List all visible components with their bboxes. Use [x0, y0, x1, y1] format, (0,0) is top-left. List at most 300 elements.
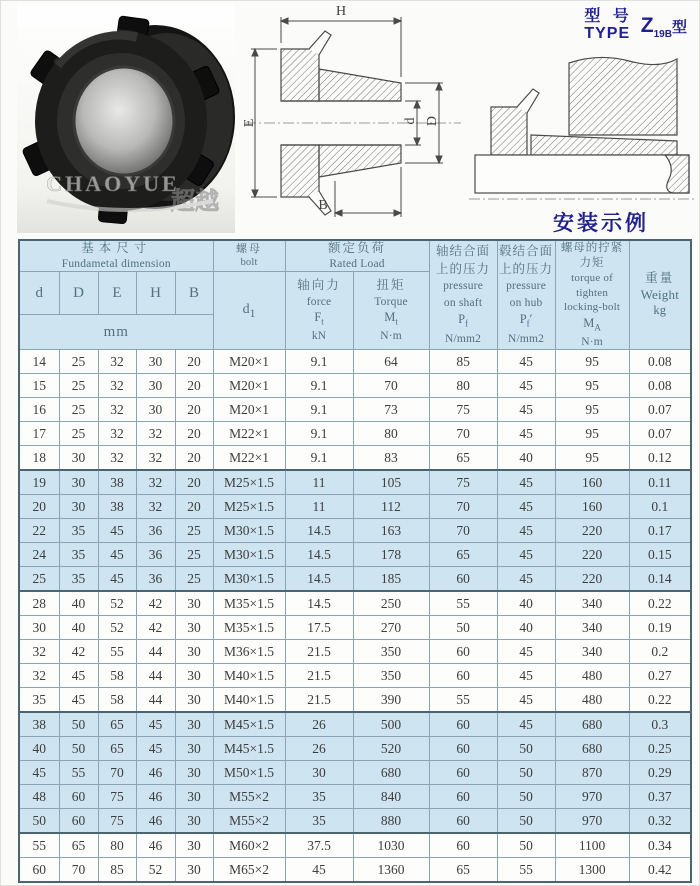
- table-cell: 163: [353, 519, 429, 543]
- dim-label-e: E: [242, 118, 257, 128]
- table-cell: 35: [59, 519, 98, 543]
- table-cell: 20: [175, 350, 213, 374]
- table-cell: 32: [136, 446, 175, 471]
- table-cell: 30: [175, 640, 213, 664]
- svg-text:超越: 超越: [171, 189, 219, 215]
- table-cell: 32: [98, 374, 136, 398]
- table-cell: 70: [59, 858, 98, 883]
- table-cell: 26: [285, 737, 353, 761]
- table-cell: 112: [353, 495, 429, 519]
- table-cell: 40: [497, 446, 555, 471]
- table-cell: 680: [555, 712, 629, 737]
- table-cell: 38: [19, 712, 59, 737]
- table-cell: 95: [555, 398, 629, 422]
- table-cell: 24: [19, 543, 59, 567]
- header-tighten-torque: 螺母的拧紧 力矩 torque of tighten locking-bolt $M_A$ N·m: [555, 240, 629, 350]
- table-cell: 30: [175, 712, 213, 737]
- table-cell: 0.08: [629, 350, 691, 374]
- table-cell: 185: [353, 567, 429, 592]
- table-cell: 50: [59, 712, 98, 737]
- table-cell: 21.5: [285, 664, 353, 688]
- table-cell: 0.34: [629, 833, 691, 858]
- table-row: [19, 495, 691, 519]
- table-cell: 160: [555, 495, 629, 519]
- table-cell: 45: [497, 422, 555, 446]
- header-dim-H: H: [136, 272, 175, 315]
- table-cell: 20: [19, 495, 59, 519]
- table-cell: 50: [429, 616, 497, 640]
- table-cell: M36×1.5: [213, 640, 285, 664]
- table-cell: 45: [497, 688, 555, 713]
- table-cell: 95: [555, 350, 629, 374]
- table-cell: 95: [555, 374, 629, 398]
- table-cell: 21.5: [285, 640, 353, 664]
- table-cell: 45: [98, 567, 136, 592]
- table-cell: 19: [19, 470, 59, 495]
- header-unit-mm: mm: [19, 315, 213, 350]
- table-cell: 25: [175, 543, 213, 567]
- nut-install-section: [491, 107, 527, 155]
- table-cell: 95: [555, 446, 629, 471]
- table-cell: 60: [429, 809, 497, 834]
- install-caption: 安装示例: [553, 212, 649, 235]
- table-cell: 270: [353, 616, 429, 640]
- table-cell: 30: [285, 761, 353, 785]
- table-cell: 25: [59, 422, 98, 446]
- table-cell: M60×2: [213, 833, 285, 858]
- table-cell: 0.25: [629, 737, 691, 761]
- table-cell: 80: [98, 833, 136, 858]
- table-cell: 480: [555, 688, 629, 713]
- section-drawing: [239, 3, 467, 235]
- table-cell: 37.5: [285, 833, 353, 858]
- table-cell: 40: [59, 591, 98, 616]
- table-cell: 42: [59, 640, 98, 664]
- table-cell: 46: [136, 809, 175, 834]
- table-cell: 45: [59, 688, 98, 713]
- table-cell: 58: [98, 664, 136, 688]
- table-cell: 20: [175, 374, 213, 398]
- table-cell: 0.42: [629, 858, 691, 883]
- table-cell: 60: [59, 809, 98, 834]
- table-cell: 25: [19, 567, 59, 592]
- type-label-cn: 型 号: [584, 8, 633, 25]
- table-cell: 42: [136, 591, 175, 616]
- table-cell: 30: [136, 374, 175, 398]
- table-cell: 220: [555, 519, 629, 543]
- table-cell: 40: [19, 737, 59, 761]
- table-cell: 60: [429, 785, 497, 809]
- table-cell: 32: [98, 446, 136, 471]
- table-cell: 30: [175, 737, 213, 761]
- product-photo: [17, 5, 235, 233]
- table-cell: 25: [59, 374, 98, 398]
- table-cell: 70: [429, 519, 497, 543]
- table-cell: M40×1.5: [213, 688, 285, 713]
- table-cell: 0.29: [629, 761, 691, 785]
- table-cell: 36: [136, 519, 175, 543]
- table-cell: 45: [285, 858, 353, 883]
- shaft: [475, 155, 689, 193]
- table-cell: 20: [175, 446, 213, 471]
- table-cell: 60: [429, 712, 497, 737]
- header-weight: 重量 Weight kg: [629, 240, 691, 350]
- table-cell: 52: [98, 616, 136, 640]
- table-row: [19, 350, 691, 374]
- table-cell: 32: [19, 664, 59, 688]
- table-cell: 1100: [555, 833, 629, 858]
- table-cell: 65: [59, 833, 98, 858]
- dim-label-h: H: [335, 4, 347, 19]
- table-cell: 105: [353, 470, 429, 495]
- table-cell: 38: [98, 495, 136, 519]
- table-cell: 14.5: [285, 567, 353, 592]
- table-cell: 250: [353, 591, 429, 616]
- table-cell: 46: [136, 785, 175, 809]
- table-cell: 64: [353, 350, 429, 374]
- table-cell: 25: [59, 398, 98, 422]
- table-cell: 11: [285, 495, 353, 519]
- table-cell: 20: [175, 495, 213, 519]
- dimension-lines: [251, 17, 443, 217]
- table-cell: 52: [136, 858, 175, 883]
- table-cell: 50: [497, 761, 555, 785]
- table-cell: 680: [353, 761, 429, 785]
- table-cell: 40: [497, 591, 555, 616]
- table-cell: 45: [98, 543, 136, 567]
- table-cell: 21.5: [285, 688, 353, 713]
- table-cell: 0.3: [629, 712, 691, 737]
- table-cell: 50: [497, 785, 555, 809]
- table-cell: 75: [429, 398, 497, 422]
- table-cell: 32: [136, 470, 175, 495]
- table-cell: 220: [555, 543, 629, 567]
- table-cell: 9.1: [285, 350, 353, 374]
- header-torque: 扭矩 Torque $M_t$ N·m: [353, 272, 429, 350]
- table-cell: 970: [555, 809, 629, 834]
- table-cell: 26: [285, 712, 353, 737]
- table-cell: M55×2: [213, 785, 285, 809]
- table-cell: 11: [285, 470, 353, 495]
- table-cell: 60: [429, 833, 497, 858]
- header-rated-load: 额定负荷 Rated Load: [285, 240, 429, 272]
- table-cell: 520: [353, 737, 429, 761]
- header-bolt-symbol: $d_1$: [213, 272, 285, 350]
- table-cell: 9.1: [285, 422, 353, 446]
- table-cell: M35×1.5: [213, 616, 285, 640]
- table-row: [19, 712, 691, 737]
- hub-section: [569, 57, 677, 135]
- table-cell: 45: [497, 640, 555, 664]
- table-cell: M35×1.5: [213, 591, 285, 616]
- header-bolt: 螺母 bolt: [213, 240, 285, 272]
- table-cell: 95: [555, 422, 629, 446]
- table-cell: 350: [353, 664, 429, 688]
- type-label-en: TYPE: [584, 24, 631, 42]
- table-cell: 350: [353, 640, 429, 664]
- dim-label-d-small: d: [403, 117, 418, 125]
- table-cell: 46: [136, 761, 175, 785]
- table-cell: 45: [59, 664, 98, 688]
- table-cell: 58: [98, 688, 136, 713]
- header-pressure-hub: 毂结合面 上的压力 pressure on hub $P_f'$ N/mm2: [497, 240, 555, 350]
- table-cell: 73: [353, 398, 429, 422]
- table-cell: M20×1: [213, 374, 285, 398]
- table-cell: 30: [175, 664, 213, 688]
- table-cell: M25×1.5: [213, 495, 285, 519]
- table-cell: 30: [175, 858, 213, 883]
- table-cell: 70: [353, 374, 429, 398]
- table-cell: 32: [98, 350, 136, 374]
- table-cell: 45: [497, 543, 555, 567]
- table-cell: 75: [98, 809, 136, 834]
- table-cell: 30: [136, 350, 175, 374]
- table-cell: 46: [136, 833, 175, 858]
- table-cell: 30: [59, 470, 98, 495]
- header-force: 轴向力 force $F_t$ kN: [285, 272, 353, 350]
- table-cell: 880: [353, 809, 429, 834]
- table-cell: 55: [59, 761, 98, 785]
- table-cell: 970: [555, 785, 629, 809]
- table-cell: 65: [429, 858, 497, 883]
- table-cell: 0.07: [629, 422, 691, 446]
- table-cell: 55: [19, 833, 59, 858]
- spec-table: [18, 239, 692, 883]
- header-fundamental: 基本尺寸 Fundametal dimension: [19, 240, 213, 272]
- table-cell: 45: [136, 712, 175, 737]
- table-cell: M25×1.5: [213, 470, 285, 495]
- install-drawing: [469, 49, 697, 209]
- table-cell: 45: [497, 470, 555, 495]
- table-cell: 35: [19, 688, 59, 713]
- table-cell: 80: [353, 422, 429, 446]
- table-row: [19, 616, 691, 640]
- table-header: [19, 240, 691, 350]
- table-cell: 1360: [353, 858, 429, 883]
- table-cell: 9.1: [285, 398, 353, 422]
- table-cell: 44: [136, 664, 175, 688]
- table-cell: 1300: [555, 858, 629, 883]
- table-cell: M50×1.5: [213, 761, 285, 785]
- table-cell: 38: [98, 470, 136, 495]
- table-cell: 17.5: [285, 616, 353, 640]
- table-cell: M30×1.5: [213, 567, 285, 592]
- table-cell: 0.14: [629, 567, 691, 592]
- table-cell: 16: [19, 398, 59, 422]
- table-cell: 45: [497, 350, 555, 374]
- table-cell: 178: [353, 543, 429, 567]
- table-row: [19, 688, 691, 713]
- table-cell: 65: [98, 712, 136, 737]
- table-cell: 50: [497, 833, 555, 858]
- table-cell: 36: [136, 567, 175, 592]
- table-cell: 55: [98, 640, 136, 664]
- table-cell: 30: [175, 761, 213, 785]
- table-cell: 340: [555, 616, 629, 640]
- table-cell: 22: [19, 519, 59, 543]
- type-model: $Z_{19B}$型: [640, 14, 687, 41]
- table-cell: 25: [175, 519, 213, 543]
- table-cell: 65: [429, 446, 497, 471]
- table-cell: 35: [59, 567, 98, 592]
- table-cell: 45: [497, 495, 555, 519]
- table-cell: 32: [98, 422, 136, 446]
- table-cell: 40: [59, 616, 98, 640]
- table-cell: 30: [175, 688, 213, 713]
- table-cell: 32: [19, 640, 59, 664]
- table-cell: 9.1: [285, 374, 353, 398]
- header-dim-B: B: [175, 272, 213, 315]
- table-cell: 52: [98, 591, 136, 616]
- table-cell: 70: [429, 422, 497, 446]
- table-cell: 220: [555, 567, 629, 592]
- table-cell: M45×1.5: [213, 712, 285, 737]
- table-cell: M30×1.5: [213, 519, 285, 543]
- table-cell: 32: [98, 398, 136, 422]
- table-cell: 340: [555, 640, 629, 664]
- table-cell: 65: [98, 737, 136, 761]
- table-cell: 45: [497, 398, 555, 422]
- spec-table-body: [19, 350, 691, 883]
- table-cell: 35: [285, 809, 353, 834]
- header-dim-D: D: [59, 272, 98, 315]
- table-cell: 20: [175, 398, 213, 422]
- table-cell: 0.08: [629, 374, 691, 398]
- table-cell: 44: [136, 640, 175, 664]
- table-cell: 0.22: [629, 688, 691, 713]
- header-pressure-shaft: 轴结合面 上的压力 pressure on shaft $P_f$ N/mm2: [429, 240, 497, 350]
- table-cell: 30: [175, 833, 213, 858]
- header-dim-d: d: [19, 272, 59, 315]
- table-cell: 14.5: [285, 519, 353, 543]
- table-cell: 35: [59, 543, 98, 567]
- table-cell: 680: [555, 737, 629, 761]
- table-cell: 45: [19, 761, 59, 785]
- table-cell: 14.5: [285, 543, 353, 567]
- table-cell: 0.2: [629, 640, 691, 664]
- table-cell: 1030: [353, 833, 429, 858]
- table-row: [19, 567, 691, 592]
- table-cell: M22×1: [213, 446, 285, 471]
- table-cell: M45×1.5: [213, 737, 285, 761]
- table-cell: M55×2: [213, 809, 285, 834]
- table-cell: 30: [19, 616, 59, 640]
- table-row: [19, 858, 691, 883]
- table-cell: 85: [429, 350, 497, 374]
- table-cell: 45: [497, 519, 555, 543]
- table-cell: 0.12: [629, 446, 691, 471]
- svg-text:CHAOYUE: CHAOYUE: [46, 171, 180, 196]
- table-row: [19, 543, 691, 567]
- table-cell: 340: [555, 591, 629, 616]
- table-cell: 36: [136, 543, 175, 567]
- table-cell: 60: [429, 567, 497, 592]
- table-cell: 20: [175, 422, 213, 446]
- table-cell: 65: [429, 543, 497, 567]
- table-row: [19, 785, 691, 809]
- header-dim-E: E: [98, 272, 136, 315]
- table-cell: 60: [429, 664, 497, 688]
- table-cell: M40×1.5: [213, 664, 285, 688]
- table-cell: 55: [429, 688, 497, 713]
- table-cell: 60: [429, 737, 497, 761]
- table-cell: 80: [429, 374, 497, 398]
- table-cell: 40: [497, 616, 555, 640]
- table-cell: 15: [19, 374, 59, 398]
- table-cell: 70: [429, 495, 497, 519]
- table-cell: 25: [175, 567, 213, 592]
- table-cell: 840: [353, 785, 429, 809]
- table-cell: 45: [497, 664, 555, 688]
- table-cell: 45: [497, 712, 555, 737]
- table-cell: 18: [19, 446, 59, 471]
- table-row: [19, 833, 691, 858]
- table-cell: 30: [175, 809, 213, 834]
- table-cell: 30: [175, 591, 213, 616]
- table-cell: 45: [497, 567, 555, 592]
- table-cell: 45: [497, 374, 555, 398]
- table-row: [19, 737, 691, 761]
- table-cell: 14: [19, 350, 59, 374]
- dim-label-d-big: D: [425, 115, 440, 127]
- table-row: [19, 761, 691, 785]
- sleeve-install-section: [531, 135, 677, 155]
- table-row: [19, 640, 691, 664]
- table-row: [19, 664, 691, 688]
- table-cell: 70: [98, 761, 136, 785]
- table-cell: 30: [175, 616, 213, 640]
- table-cell: 60: [429, 640, 497, 664]
- table-cell: 0.19: [629, 616, 691, 640]
- table-cell: 44: [136, 688, 175, 713]
- table-row: [19, 398, 691, 422]
- table-cell: 85: [98, 858, 136, 883]
- table-cell: 60: [59, 785, 98, 809]
- table-cell: 500: [353, 712, 429, 737]
- table-cell: 390: [353, 688, 429, 713]
- table-cell: 55: [429, 591, 497, 616]
- table-row: [19, 809, 691, 834]
- table-cell: 48: [19, 785, 59, 809]
- table-cell: 0.07: [629, 398, 691, 422]
- table-cell: M22×1: [213, 422, 285, 446]
- table-row: [19, 374, 691, 398]
- table-cell: 50: [59, 737, 98, 761]
- table-cell: 30: [136, 398, 175, 422]
- table-cell: 30: [59, 446, 98, 471]
- table-cell: 14.5: [285, 591, 353, 616]
- table-cell: 45: [98, 519, 136, 543]
- table-cell: 35: [285, 785, 353, 809]
- table-cell: 25: [59, 350, 98, 374]
- table-cell: M20×1: [213, 350, 285, 374]
- table-cell: M20×1: [213, 398, 285, 422]
- table-cell: 480: [555, 664, 629, 688]
- table-cell: 50: [19, 809, 59, 834]
- table-cell: 0.17: [629, 519, 691, 543]
- table-cell: 0.15: [629, 543, 691, 567]
- table-cell: 60: [429, 761, 497, 785]
- table-cell: 0.32: [629, 809, 691, 834]
- table-row: [19, 446, 691, 471]
- table-cell: 0.11: [629, 470, 691, 495]
- table-cell: 55: [497, 858, 555, 883]
- table-cell: M30×1.5: [213, 543, 285, 567]
- table-row: [19, 591, 691, 616]
- table-cell: 0.37: [629, 785, 691, 809]
- table-cell: 160: [555, 470, 629, 495]
- table-cell: 83: [353, 446, 429, 471]
